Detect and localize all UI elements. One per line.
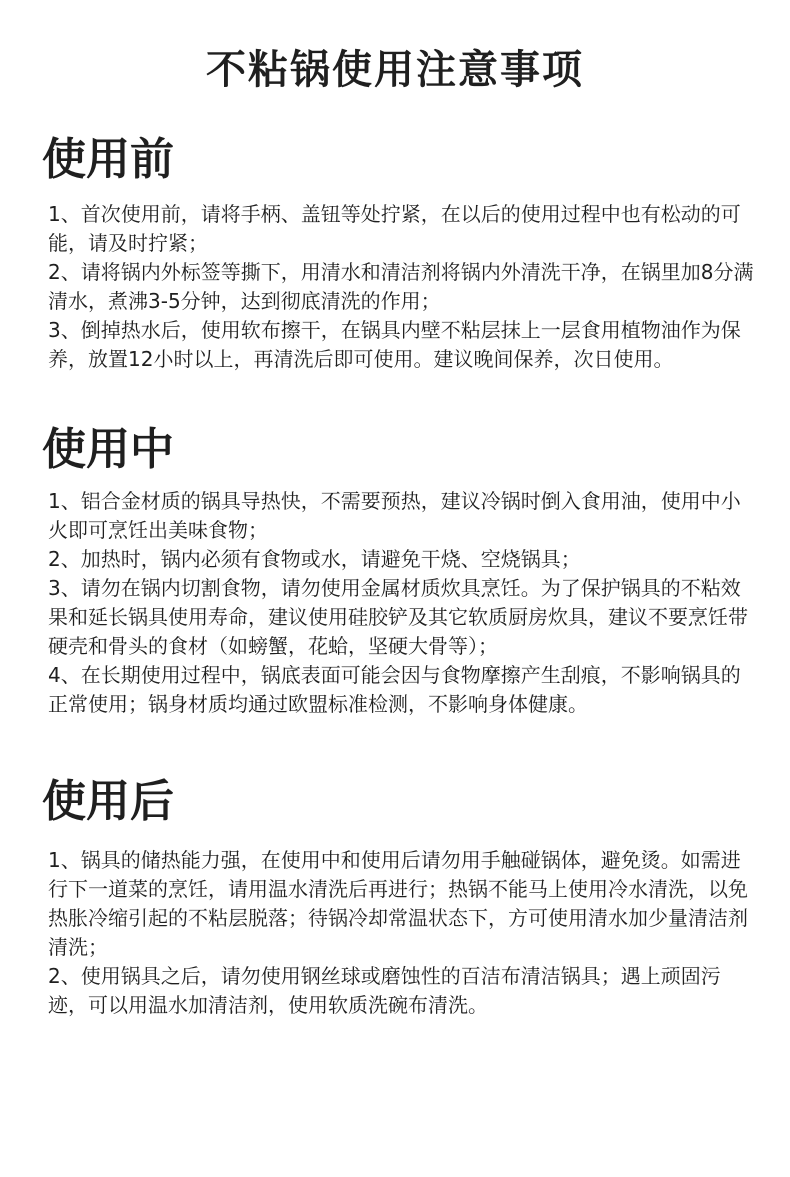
section-heading-before-use: 使用前 xyxy=(42,134,174,185)
paragraph: 1、锅具的储热能力强，在使用中和使用后请勿用手触碰锅体，避免烫。如需进行下一道菜的烹饪，请用温水清洗后再进行；热锅不能马上使用冷水清洗，以免热胀冷缩引起的不粘层脱落；待锅冷却常温状态下，方可使用清水加少量清洁剂清洗； xyxy=(48,848,748,959)
paragraph: 1、铝合金材质的锅具导热快，不需要预热，建议冷锅时倒入食用油，使用中小火即可烹饪出美味食物； xyxy=(48,489,741,542)
paragraph: 3、请勿在锅内切割食物，请勿使用金属材质炊具烹饪。为了保护锅具的不粘效果和延长锅具使用寿命，建议使用硅胶铲及其它软质厨房炊具，建议不要烹饪带硬壳和骨头的食材（如螃蟹，花蛤，坚硬大骨等）； xyxy=(48,576,748,658)
section-heading-during-use: 使用中 xyxy=(42,424,174,475)
paragraph: 4、在长期使用过程中，锅底表面可能会因与食物摩擦产生刮痕，不影响锅具的正常使用；锅身材质均通过欧盟标准检测，不影响身体健康。 xyxy=(48,663,741,716)
section-body-during-use xyxy=(48,487,760,719)
page-title: 不粘锅使用注意事项 xyxy=(206,47,584,93)
paragraph: 2、使用锅具之后，请勿使用钢丝球或磨蚀性的百洁布清洁锅具；遇上顽固污迹，可以用温水加清洁剂，使用软质洗碗布清洗。 xyxy=(48,964,721,1017)
paragraph: 1、首次使用前，请将手柄、盖钮等处拧紧，在以后的使用过程中也有松动的可能，请及时拧紧； xyxy=(48,202,741,255)
paragraph: 2、加热时，锅内必须有食物或水，请避免干烧、空烧锅具； xyxy=(48,547,581,571)
section-body-after-use xyxy=(48,846,760,1020)
paragraph: 3、倒掉热水后，使用软布擦干，在锅具内壁不粘层抹上一层食用植物油作为保养，放置12小时以上，再清洗后即可使用。建议晚间保养，次日使用。 xyxy=(48,318,741,371)
section-heading-after-use: 使用后 xyxy=(42,776,174,827)
section-body-before-use xyxy=(48,200,760,374)
paragraph: 2、请将锅内外标签等撕下，用清水和清洁剂将锅内外清洗干净，在锅里加8分满清水，煮沸3-5分钟，达到彻底清洗的作用； xyxy=(48,260,754,313)
